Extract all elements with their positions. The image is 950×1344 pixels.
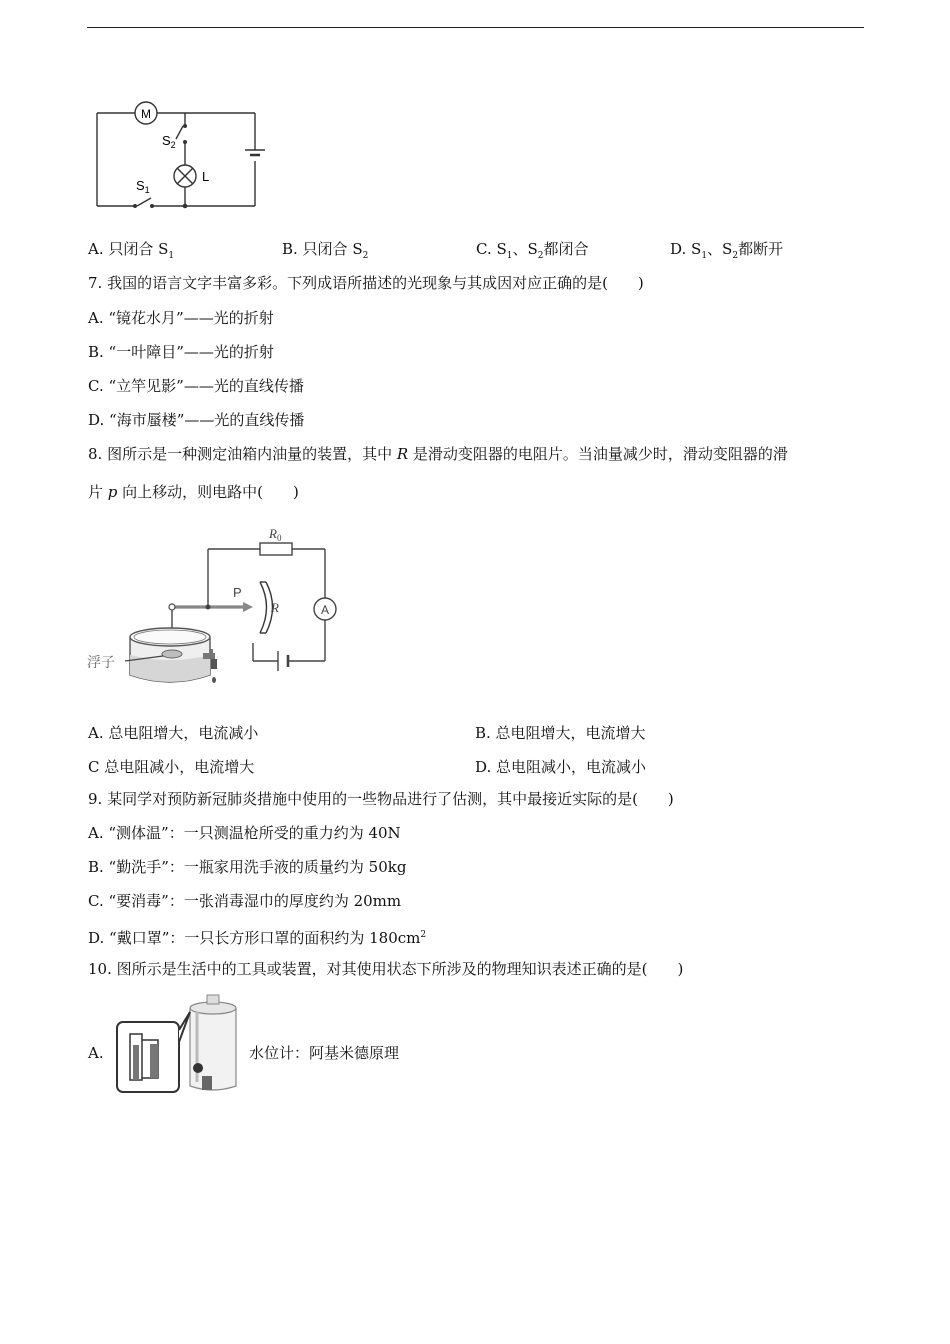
float-label: 浮子 bbox=[87, 655, 115, 671]
resistor-r-label: R bbox=[271, 600, 279, 615]
q10-option-a-letter[interactable]: A. bbox=[88, 1044, 104, 1062]
q7-option-c[interactable]: C. “立竿见影”——光的直线传播 bbox=[88, 377, 304, 395]
q9-option-d[interactable]: D. “戴口罩”：一只长方形口罩的面积约为 $180cm^2$ bbox=[88, 929, 427, 947]
q7-stem: 7. 我国的语言文字丰富多彩。下列成语所描述的光现象与其成因对应正确的是( ) bbox=[88, 274, 644, 292]
ammeter-label: A bbox=[320, 603, 330, 617]
q7-option-d[interactable]: D. “海市蜃楼”——光的直线传播 bbox=[88, 411, 305, 429]
s1-label: $S_1$ bbox=[136, 178, 150, 195]
oil-gauge-figure-q8 bbox=[85, 525, 345, 695]
q9-option-a[interactable]: A. “测体温”：一只测温枪所受的重力约为 40N bbox=[88, 824, 401, 842]
q6-option-a[interactable]: A. 只闭合 $S_1$ bbox=[88, 240, 175, 261]
motor-label: M bbox=[141, 107, 151, 121]
q6-option-c[interactable]: C. $S_1$、$S_2$都闭合 bbox=[476, 240, 589, 261]
q6-option-b[interactable]: B. 只闭合 $S_2$ bbox=[282, 240, 369, 261]
water-gauge-figure-q10 bbox=[114, 990, 244, 1100]
q8-stem-line2: 片 p 向上移动，则电路中( ) bbox=[88, 483, 299, 501]
r0-label: $R_0$ bbox=[269, 526, 282, 543]
q8-option-c[interactable]: C 总电阻减小，电流增大 bbox=[88, 758, 255, 776]
slider-p-label: P bbox=[233, 585, 242, 600]
q8-option-b[interactable]: B. 总电阻增大，电流增大 bbox=[475, 724, 646, 742]
s2-label: $S_2$ bbox=[162, 133, 176, 150]
lamp-label: L bbox=[202, 169, 210, 184]
q8-option-a[interactable]: A. 总电阻增大，电流减小 bbox=[88, 724, 259, 742]
q7-option-a[interactable]: A. “镜花水月”——光的折射 bbox=[88, 309, 274, 327]
q9-stem: 9. 某同学对预防新冠肺炎措施中使用的一些物品进行了估测，其中最接近实际的是( ) bbox=[88, 790, 674, 808]
q6-option-d[interactable]: D. $S_1$、$S_2$都断开 bbox=[670, 240, 784, 261]
q10-stem: 10. 图所示是生活中的工具或装置，对其使用状态下所涉及的物理知识表述正确的是( ) bbox=[88, 960, 684, 978]
q8-stem-line1: 8. 图所示是一种测定油箱内油量的装置，其中 R 是滑动变阻器的电阻片。当油量减少时，滑动变阻器的滑 bbox=[88, 445, 788, 463]
circuit-figure-q6 bbox=[90, 95, 270, 220]
q8-option-d[interactable]: D. 总电阻减小，电流减小 bbox=[475, 758, 647, 776]
q9-option-b[interactable]: B. “勤洗手”：一瓶家用洗手液的质量约为 50kg bbox=[88, 858, 407, 876]
header-rule bbox=[87, 27, 864, 28]
q7-option-b[interactable]: B. “一叶障目”——光的折射 bbox=[88, 343, 274, 361]
q10-option-a-text[interactable]: 水位计：阿基米德原理 bbox=[249, 1044, 400, 1062]
q9-option-c[interactable]: C. “要消毒”：一张消毒湿巾的厚度约为 20mm bbox=[88, 892, 402, 910]
